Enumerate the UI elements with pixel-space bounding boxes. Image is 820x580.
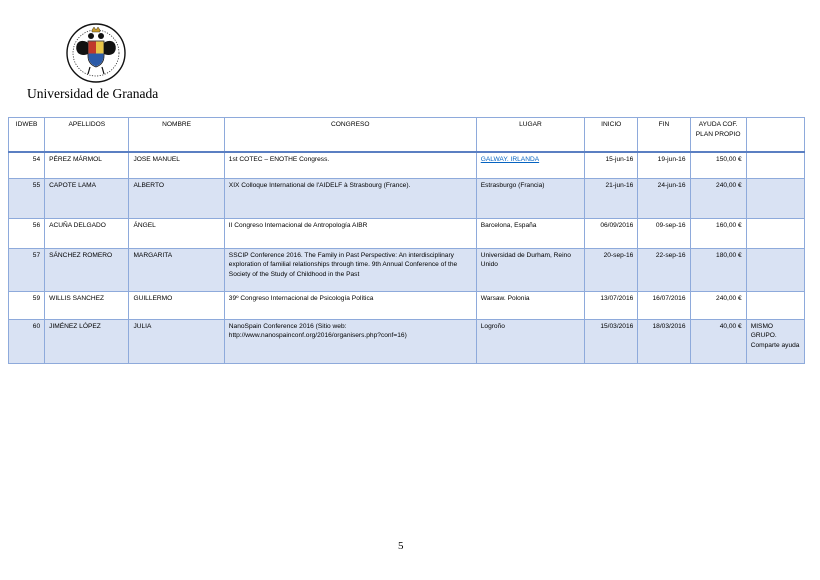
cell-lugar	[476, 152, 584, 178]
cell-nombre: ALBERTO	[129, 178, 224, 218]
cell-apellidos: JIMÉNEZ LÓPEZ	[45, 319, 129, 363]
cell-congreso: NanoSpain Conference 2016 (Sitio web: http://www.nanospainconf.org/2016/organisers.php?conf=16)	[224, 319, 476, 363]
table-row	[9, 291, 805, 319]
cell-nota	[746, 291, 804, 319]
cell-fin: 16/07/2016	[638, 291, 690, 319]
cell-congreso: 1st COTEC – ENOTHE Congress.	[224, 152, 476, 178]
cell-inicio: 15/03/2016	[585, 319, 638, 363]
university-crest-logo	[66, 22, 126, 84]
cell-apellidos: PÉREZ MÁRMOL	[45, 152, 129, 178]
cell-idweb: 54	[9, 152, 45, 178]
cell-inicio: 20-sep-16	[585, 248, 638, 291]
column-header	[746, 118, 804, 153]
cell-idweb: 56	[9, 218, 45, 248]
cell-apellidos: WILLIS SANCHEZ	[45, 291, 129, 319]
cell-nombre: GUILLERMO	[129, 291, 224, 319]
table-row	[9, 319, 805, 363]
column-header: FIN	[638, 118, 690, 153]
cell-ayuda: 180,00 €	[690, 248, 746, 291]
lugar-link[interactable]: GALWAY. IRLANDA	[480, 156, 540, 163]
cell-ayuda: 40,00 €	[690, 319, 746, 363]
column-header: APELLIDOS	[45, 118, 129, 153]
column-header: CONGRESO	[224, 118, 476, 153]
column-header: NOMBRE	[129, 118, 224, 153]
cell-congreso: 39º Congreso Internacional de Psicología Política	[224, 291, 476, 319]
cell-idweb: 60	[9, 319, 45, 363]
cell-fin: 22-sep-16	[638, 248, 690, 291]
congress-funding-table	[8, 117, 805, 364]
cell-lugar: Barcelona, España	[476, 218, 584, 248]
cell-lugar: Estrasburgo (Francia)	[476, 178, 584, 218]
table-row	[9, 152, 805, 178]
cell-inicio: 15-jun-16	[585, 152, 638, 178]
cell-nota	[746, 248, 804, 291]
cell-nombre: JOSE MANUEL	[129, 152, 224, 178]
cell-congreso: II Congreso Internacional de Antropología AIBR	[224, 218, 476, 248]
cell-lugar: Warsaw. Polonia	[476, 291, 584, 319]
table-header-row	[9, 118, 805, 153]
cell-nota	[746, 178, 804, 218]
cell-ayuda: 240,00 €	[690, 291, 746, 319]
cell-ayuda: 160,00 €	[690, 218, 746, 248]
cell-fin: 18/03/2016	[638, 319, 690, 363]
cell-nota	[746, 218, 804, 248]
cell-idweb: 59	[9, 291, 45, 319]
cell-apellidos: SÁNCHEZ ROMERO	[45, 248, 129, 291]
column-header: AYUDA COF. PLAN PROPIO	[690, 118, 746, 153]
column-header: INICIO	[585, 118, 638, 153]
cell-fin: 09-sep-16	[638, 218, 690, 248]
cell-nombre: JULIA	[129, 319, 224, 363]
cell-apellidos: ACUÑA DELGADO	[45, 218, 129, 248]
cell-idweb: 57	[9, 248, 45, 291]
column-header: LUGAR	[476, 118, 584, 153]
institution-name: Universidad de Granada	[27, 86, 159, 101]
cell-fin: 19-jun-16	[638, 152, 690, 178]
cell-nota: MISMO GRUPO. Comparte ayuda	[746, 319, 804, 363]
cell-lugar: Logroño	[476, 319, 584, 363]
table-row	[9, 178, 805, 218]
cell-lugar: Universidad de Durham, Reino Unido	[476, 248, 584, 291]
cell-congreso: XIX Colloque International de l'AIDELF à Strasbourg (France).	[224, 178, 476, 218]
cell-inicio: 13/07/2016	[585, 291, 638, 319]
cell-nombre: ÁNGEL	[129, 218, 224, 248]
cell-inicio: 06/09/2016	[585, 218, 638, 248]
column-header: IDWEB	[9, 118, 45, 153]
cell-inicio: 21-jun-16	[585, 178, 638, 218]
cell-apellidos: CAPOTE LAMA	[45, 178, 129, 218]
cell-ayuda: 150,00 €	[690, 152, 746, 178]
table-row	[9, 248, 805, 291]
cell-idweb: 55	[9, 178, 45, 218]
table-row	[9, 218, 805, 248]
cell-ayuda: 240,00 €	[690, 178, 746, 218]
page-number: 5	[398, 540, 404, 552]
cell-nota	[746, 152, 804, 178]
cell-congreso: SSCIP Conference 2016. The Family in Past Perspective: An interdisciplinary exploration of familial relationships through time. 9th Annual Conference of the Society of the Study of Childhood in the Past	[224, 248, 476, 291]
cell-fin: 24-jun-16	[638, 178, 690, 218]
cell-nombre: MARGARITA	[129, 248, 224, 291]
